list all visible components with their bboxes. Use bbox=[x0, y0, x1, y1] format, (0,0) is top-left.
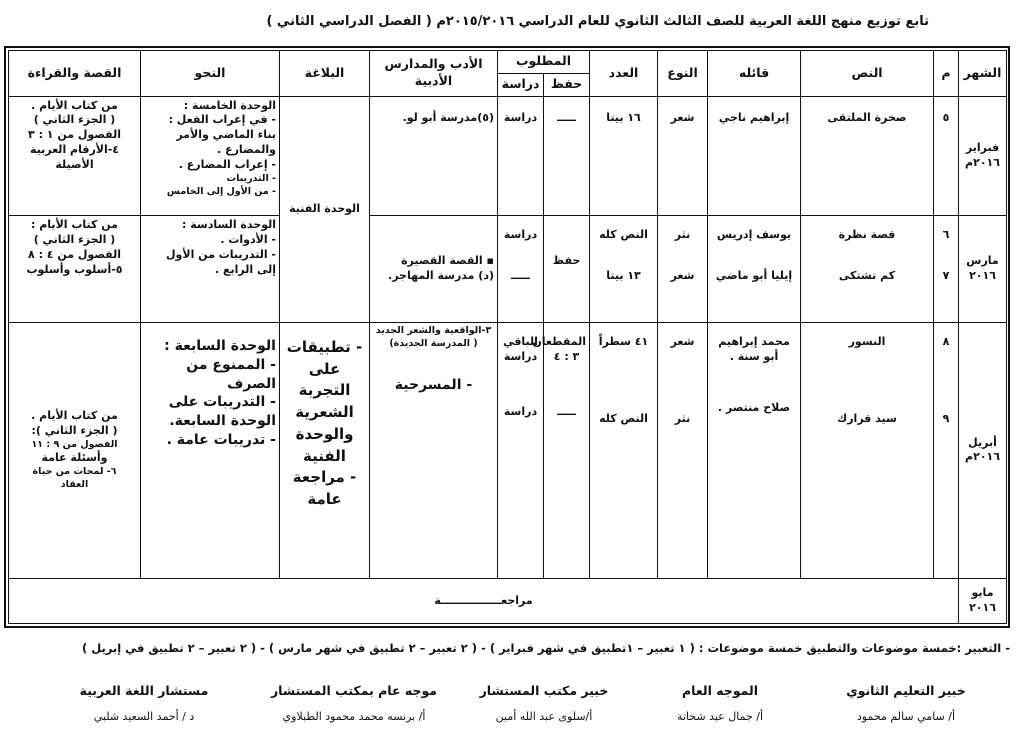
study-cell: دراسة bbox=[498, 96, 544, 216]
memorize-line: ـــــ bbox=[557, 404, 576, 418]
type-line: نثر bbox=[674, 228, 691, 242]
story-cell bbox=[9, 96, 141, 216]
header-grammar: النحو bbox=[141, 51, 280, 97]
story-line: ٤-الأرقام العربية bbox=[29, 143, 120, 157]
signature-block bbox=[821, 683, 991, 723]
story-line: الفصول من ١ : ٣ bbox=[28, 128, 121, 142]
signature-role: خبير مكتب المستشار bbox=[479, 683, 609, 698]
header-count: العدد bbox=[590, 51, 658, 97]
month-cell: أبريل ٢٠١٦م bbox=[959, 322, 1007, 578]
type-line: نثر bbox=[674, 411, 691, 425]
study-line: ـــــ bbox=[511, 269, 530, 283]
grammar-line: بناء الماضي والأمر bbox=[176, 128, 276, 142]
text-line: سيد قرارك bbox=[837, 411, 897, 425]
rhetoric-line: - مراجعة bbox=[292, 468, 357, 487]
type-cell bbox=[658, 322, 708, 578]
memorize-cell bbox=[532, 322, 590, 578]
count-cell bbox=[590, 216, 658, 322]
author-line: محمد إبراهيم أبو سنة . bbox=[718, 334, 790, 363]
signature-block bbox=[469, 683, 619, 723]
table-row bbox=[9, 96, 1007, 216]
study-cell bbox=[498, 322, 544, 578]
grammar-cell bbox=[141, 322, 280, 578]
memorize-cell: ـــــ bbox=[544, 96, 590, 216]
count-line: النص كله bbox=[599, 411, 648, 425]
story-line: من كتاب الأيام . bbox=[31, 408, 118, 422]
header-type: النوع bbox=[658, 51, 708, 97]
rhetoric-line: - تطبيقات bbox=[286, 337, 363, 356]
expression-note: - التعبير :خمسة موضوعات والتطبيق خمسة موضوعات : ( ١ تعبير – ١تطبيق في شهر فبراير ) - ( ٢ تعبير – ٢ تطبيق في شهر مارس ) - ( ٢ تعبير – ٢ تطبيق في إبريل ) bbox=[81, 641, 1010, 655]
story-line: ٥-أسلوب وأسلوب bbox=[26, 262, 123, 276]
signature-name: أ/ سامي سالم محمود bbox=[856, 710, 956, 723]
rhetoric-cell bbox=[280, 322, 370, 578]
header-memorize: حفظ bbox=[544, 73, 590, 96]
count-line: ٤١ سطراً bbox=[598, 334, 649, 348]
story-line: من كتاب الأيام : bbox=[31, 218, 118, 232]
signature-role: الموجه العام bbox=[681, 683, 759, 698]
rhetoric-line: عامة bbox=[307, 490, 342, 509]
grammar-line: - الأدوات . bbox=[220, 233, 276, 247]
count-line: ١٣ بيتا bbox=[606, 269, 641, 283]
signature-role: موجه عام بمكتب المستشار bbox=[270, 683, 438, 698]
author-cell: إبراهيم ناجي bbox=[708, 96, 801, 216]
story-line: الفصول من ٤ : ٨ bbox=[28, 248, 121, 262]
grammar-line: - من الأول إلى الخامس bbox=[166, 185, 276, 197]
author-line: إيليا أبو ماضي bbox=[715, 269, 793, 283]
story-line: وأسئلة عامة bbox=[41, 451, 108, 465]
grammar-line: الوحدة السابعة : bbox=[164, 337, 276, 354]
rhetoric-line: على التجربة bbox=[298, 359, 351, 400]
table-row bbox=[9, 216, 1007, 322]
literature-line: - المسرحية bbox=[394, 377, 473, 394]
literature-line: ▪ القصة القصيرة bbox=[401, 254, 494, 268]
grammar-line: - التدريبات على bbox=[168, 394, 276, 411]
month-cell: مايو ٢٠١٦ bbox=[959, 579, 1007, 624]
author-cell bbox=[708, 322, 801, 578]
rhetoric-line: الفنية bbox=[303, 446, 346, 465]
memorize-line: حفظ bbox=[552, 254, 581, 268]
signature-name: أ/سلوى عبد الله أمين bbox=[495, 710, 593, 723]
story-line: ٦- لمحات من حياة bbox=[32, 466, 117, 478]
author-line: يوسف إدريس bbox=[716, 228, 792, 242]
signature-block bbox=[645, 683, 795, 723]
num-line: ٩ bbox=[942, 411, 950, 425]
story-line: ( الجزء الثاني ): bbox=[31, 423, 118, 437]
table-row bbox=[9, 322, 1007, 578]
count-cell bbox=[590, 322, 658, 578]
study-line: دراسة bbox=[503, 228, 538, 242]
literature-cell bbox=[370, 322, 498, 578]
header-author: قائله bbox=[708, 51, 801, 97]
grammar-line: - تدريبات عامة . bbox=[166, 432, 276, 449]
signature-name: أ/ برنسه محمد محمود الطبلاوي bbox=[282, 710, 426, 723]
signature-role: مستشار اللغة العربية bbox=[79, 683, 209, 698]
story-line: الفصول من ٩ : ١١ bbox=[31, 438, 118, 450]
study-cell bbox=[498, 216, 544, 322]
grammar-line: - الممنوع من الصرف bbox=[186, 356, 276, 392]
text-line: كم تشتكى bbox=[838, 269, 896, 283]
story-line: الأصيلة bbox=[55, 157, 94, 171]
story-line: ( الجزء الثاني ) bbox=[33, 233, 116, 247]
grammar-line: - إعراب المضارع . bbox=[178, 157, 276, 171]
type-line: شعر bbox=[670, 334, 695, 348]
grammar-cell bbox=[141, 216, 280, 322]
curriculum-table bbox=[8, 50, 1007, 624]
text-line: قصة نظرة bbox=[838, 228, 896, 242]
review-cell: مراجعــــــــــــــــة bbox=[9, 579, 959, 624]
grammar-cell bbox=[141, 96, 280, 216]
header-month: الشهر bbox=[959, 51, 1007, 97]
num-line: ٧ bbox=[942, 269, 950, 283]
text-cell bbox=[801, 322, 934, 578]
type-cell: شعر bbox=[658, 96, 708, 216]
grammar-line: - التدريبات من الأول bbox=[166, 248, 276, 262]
type-cell bbox=[658, 216, 708, 322]
text-cell bbox=[801, 216, 934, 322]
grammar-line: الوحدة الخامسة : bbox=[183, 98, 276, 112]
rhetoric-cell: الوحدة الفنية bbox=[280, 96, 370, 322]
grammar-line: الوحدة السادسة : bbox=[182, 218, 276, 232]
num-line: ٦ bbox=[942, 228, 950, 242]
author-line: صلاح منتصر . bbox=[717, 400, 791, 414]
study-line: دراسة bbox=[503, 404, 538, 418]
num-line: ٨ bbox=[942, 334, 950, 348]
num-cell: ٥ bbox=[934, 96, 959, 216]
author-cell bbox=[708, 216, 801, 322]
signature-block bbox=[259, 683, 449, 723]
signature-role: خبير التعليم الثانوي bbox=[846, 683, 966, 698]
page-title: تابع توزيع منهج اللغة العربية للصف الثالث الثانوي للعام الدراسي ٢٠١٥/٢٠١٦م ( الفصل الدراسي الثاني ) bbox=[266, 14, 929, 29]
num-cell bbox=[934, 322, 959, 578]
literature-line: ( المدرسة الجديدة) bbox=[389, 337, 478, 349]
count-cell: ١٦ بيتا bbox=[590, 96, 658, 216]
grammar-line: الوحدة السابعة. bbox=[169, 413, 276, 430]
header-study: دراسة bbox=[498, 73, 544, 96]
month-cell: مارس ٢٠١٦ bbox=[959, 216, 1007, 322]
memorize-line: المقطعان ٣ : ٤ bbox=[532, 334, 587, 363]
story-line: من كتاب الأيام . bbox=[31, 98, 118, 112]
text-line: النسور bbox=[848, 334, 886, 348]
literature-line: ٣-الواقعية والشعر الجديد bbox=[375, 324, 492, 336]
header-text: النص bbox=[801, 51, 934, 97]
story-cell bbox=[9, 216, 141, 322]
header-required: المطلوب bbox=[498, 51, 590, 74]
story-cell bbox=[9, 322, 141, 578]
grammar-line: - التدريبات bbox=[226, 172, 276, 184]
header-literature: الأدب والمدارس الأدبية bbox=[370, 51, 498, 97]
header-story: القصة والقراءة bbox=[9, 51, 141, 97]
type-line: شعر bbox=[670, 269, 695, 283]
grammar-line: والمضارع . bbox=[217, 143, 276, 157]
signature-block bbox=[59, 683, 229, 723]
text-cell: صخرة الملتقى bbox=[801, 96, 934, 216]
rhetoric-line: الشعرية bbox=[295, 403, 354, 422]
literature-cell: (٥)مدرسة أبو لو. bbox=[370, 96, 498, 216]
story-line: ( الجزء الثاني ) bbox=[33, 113, 116, 127]
signature-name: د / أحمد السعيد شلبي bbox=[93, 710, 195, 723]
memorize-cell bbox=[544, 216, 590, 322]
story-line: العقاد bbox=[60, 479, 89, 491]
table-row bbox=[9, 579, 1007, 624]
grammar-line: - في إعراب الفعل : bbox=[168, 113, 276, 127]
num-cell bbox=[934, 216, 959, 322]
literature-cell bbox=[370, 216, 498, 322]
header-num: م bbox=[934, 51, 959, 97]
month-cell: فبراير ٢٠١٦م bbox=[959, 96, 1007, 216]
study-line: الباقي دراسة bbox=[503, 334, 538, 363]
count-line: النص كله bbox=[599, 228, 648, 242]
literature-line: (د) مدرسة المهاجر. bbox=[388, 269, 494, 283]
rhetoric-line: والوحدة bbox=[295, 424, 354, 443]
header-rhetoric: البلاغة bbox=[280, 51, 370, 97]
signature-name: أ/ جمال عيد شحاتة bbox=[676, 710, 764, 723]
grammar-line: إلى الرابع . bbox=[214, 262, 276, 276]
